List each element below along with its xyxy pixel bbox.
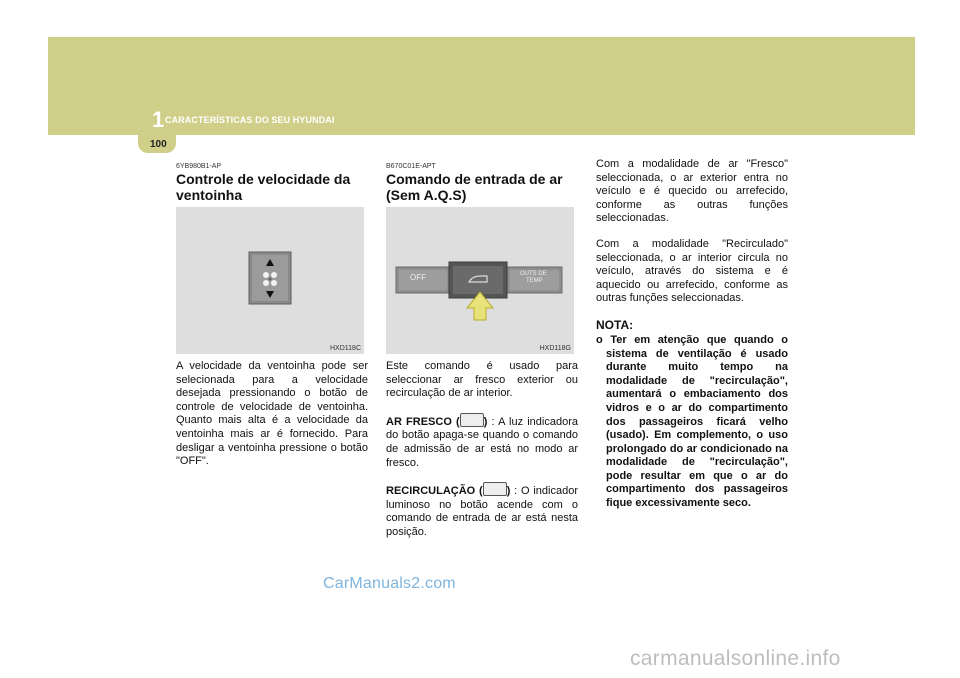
figure-label: HXD118C xyxy=(330,345,361,352)
recirculation-close: ) xyxy=(506,485,511,498)
fan-description: A velocidade da ventoinha pode ser selecionada para a velocidade desejada pressionando o botão de controle de velocidade de ventoinha. Quanto mais alta é a velocidade da ventoinha mais ar é fornecido. Para desligar a ventoinha pressione o botão "OFF". xyxy=(176,360,368,468)
chapter-number: 1 xyxy=(152,107,165,132)
note-text: Ter em atenção que quando o sistema de ventilação é usado durante muito tempo na modalidade de "recirculação", aumentará o embaciamento dos vidros e o ar do compartimento dos passageiros ficará velho (usado). Em complemento, o uso prolongado do ar condicionado na modalidade de "recirculação", pode resultar em que o ar do compartimento dos passageiros fique excessivamente seco. xyxy=(606,333,789,510)
note-item xyxy=(596,334,788,511)
fan-control-illustration xyxy=(176,207,364,354)
recirculation-label: RECIRCULAÇÃO ( xyxy=(386,485,483,498)
footer-url: carmanualsonline.info xyxy=(630,647,841,670)
fan-control-figure xyxy=(176,207,364,354)
outside-label-2: TEMP xyxy=(526,278,543,284)
recirc-mode-paragraph: Com a modalidade "Recirculado" seleccionada, o ar interior circula no veículo, através do sistema e é aquecido ou arrefecido, conforme as outras funções seleccionadas. xyxy=(596,237,788,305)
chapter-title: CARACTERÍSTICAS DO SEU HYUNDAI xyxy=(165,115,335,125)
note-bullet: o xyxy=(596,333,603,346)
intake-intro: Este comando é usado para seleccionar ar fresco exterior ou recirculação de ar interior. xyxy=(386,360,578,400)
outside-label-1: OUTS DE xyxy=(520,271,547,277)
fresh-air-close: ) xyxy=(483,415,488,428)
note-title: NOTA: xyxy=(596,317,634,332)
recirculation-paragraph xyxy=(386,482,578,539)
off-label: OFF xyxy=(410,273,426,282)
watermark: CarManuals2.com xyxy=(323,575,456,592)
fresh-air-paragraph xyxy=(386,413,578,470)
column-air-intake xyxy=(386,163,578,552)
figure-label: HXD118G xyxy=(539,345,571,352)
section-title: Controle de velocidade da ventoinha xyxy=(176,171,351,203)
page-number: 100 xyxy=(150,139,167,150)
section-title: Comando de entrada de ar (Sem A.Q.S) xyxy=(386,171,563,203)
recirculation-icon xyxy=(483,482,507,496)
section-code: 6YB980B1-AP xyxy=(176,163,222,170)
fresh-air-text: : A luz indicadora do botão apaga-se quando o comando de admissão de ar está no modo ar fresco. xyxy=(386,415,578,469)
fresh-mode-paragraph: Com a modalidade de ar "Fresco" seleccionada, o ar exterior entra no veículo e é quecido ou arrefecido, conforme as outras funções seleccionadas. xyxy=(596,158,788,225)
fresh-air-label: AR FRESCO ( xyxy=(386,415,460,428)
fresh-air-icon xyxy=(460,413,484,427)
outside-label xyxy=(520,271,547,285)
section-code: B670C01E-APT xyxy=(386,163,436,170)
column-fan-speed xyxy=(176,163,368,481)
recirculation-text: : O indicador luminoso no botão acende com o comando de entrada de ar está nesta posição. xyxy=(386,485,578,538)
column-modes xyxy=(596,158,788,511)
air-intake-figure xyxy=(386,207,574,354)
